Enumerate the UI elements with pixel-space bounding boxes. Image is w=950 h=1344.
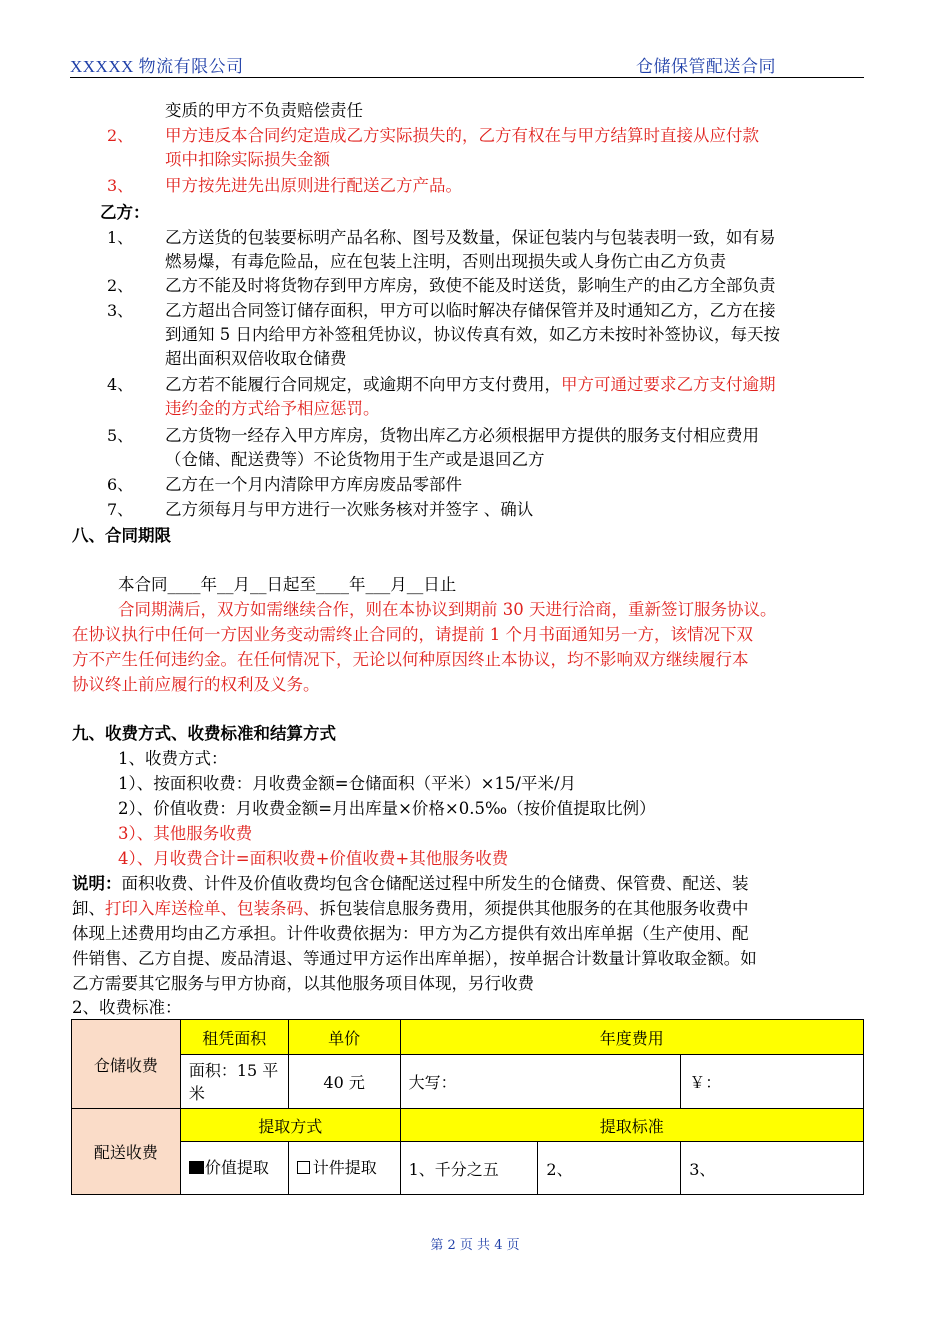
note-paragraph: 体现上述费用均由乙方承担。计件收费依据为：甲方为乙方提供有效出库单据（生产使用、配 [72,924,749,943]
clause-text: 乙方货物一经存入甲方库房，货物出库乙方必须根据甲方提供的服务支付相应费用 [165,426,759,445]
party-b-heading: 乙方： [100,203,150,222]
clause-number: 6、 [107,475,134,494]
clause-text: 乙方须每月与甲方进行一次账务核对并签字 、确认 [165,500,534,519]
amount-in-figures[interactable]: ￥： [681,1055,864,1109]
document-title: 仓储保管配送合同 [636,57,776,76]
note-paragraph: 件销售、乙方自提、废品清退、等通过甲方运作出库单据），按单据合计数量计算收取金额。如 [72,949,757,968]
note-paragraph [72,872,749,896]
price-header: 单价 [288,1020,400,1055]
delivery-fee-label: 配送收费 [72,1109,181,1195]
clause-text: 甲方违反本合同约定造成乙方实际损失的，乙方有权在与甲方结算时直接从应付款 [165,126,759,145]
clause-text: 超出面积双倍收取仓储费 [165,349,347,368]
clause-number: 1、 [107,228,134,247]
clause-text: 到通知 5 日内给甲方补签租凭协议，协议传真有效，如乙方未按时补签协议，每天按 [165,325,780,344]
unchecked-box-icon [297,1161,310,1174]
option-piece-checkbox[interactable] [288,1142,400,1195]
storage-fee-label: 仓储收费 [72,1020,181,1109]
standard-1: 1、千分之五 [400,1142,538,1195]
area-value: 面积：15 平米 [180,1055,288,1109]
fee-method-item: 2）、价值收费：月收费金额=月出库量×价格×0.5‰（按价值提取比例） [118,799,656,818]
option-piece-label: 计件提取 [312,1158,377,1177]
clause-continuation: 变质的甲方不负责赔偿责任 [165,101,363,120]
note-text: 拆包装信息服务费用，须提供其他服务的在其他服务收费中 [319,899,749,918]
clause-text: 项中扣除实际损失金额 [165,150,330,169]
fee-standard-heading: 2、收费标准： [72,998,182,1017]
amount-in-words[interactable]: 大写： [400,1055,681,1109]
clause-text: （仓储、配送费等）不论货物用于生产或是退回乙方 [165,450,545,469]
standard-header: 提取标准 [400,1109,863,1142]
note-text: 卸、 [72,899,105,918]
note-text: 面积收费、计件及价值收费均包含仓储配送过程中所发生的仓储费、保管费、配送、装 [121,874,749,893]
price-value: 40 元 [288,1055,400,1109]
fee-method-heading: 1、收费方式： [118,749,228,768]
method-header: 提取方式 [180,1109,400,1142]
fee-table [71,1019,864,1195]
clause-number: 2、 [107,126,134,145]
section-8-heading: 八、合同期限 [72,526,171,545]
contract-term: 本合同____年__月__日起至____年___月__日止 [118,575,457,594]
clause-number: 2、 [107,276,134,295]
clause-number: 7、 [107,500,134,519]
term-paragraph: 在协议执行中任何一方因业务变动需终止合同的，请提前 1 个月书面通知另一方，该情况下双 [72,625,753,644]
clause-text [165,373,776,397]
clause-text: 乙方超出合同签订储存面积，甲方可以临时解决存储保管并及时通知乙方，乙方在接 [165,301,776,320]
header-divider [70,77,864,78]
term-paragraph: 协议终止前应履行的权利及义务。 [72,675,320,694]
clause-number: 3、 [107,176,134,195]
term-paragraph: 方不产生任何违约金。在任何情况下，无论以何种原因终止本协议，均不影响双方继续履行本 [72,650,749,669]
clause-number: 5、 [107,426,134,445]
option-value-checkbox[interactable] [180,1142,288,1195]
company-name: XXXXX 物流有限公司 [70,57,244,76]
note-paragraph: 乙方需要其它服务与甲方协商，以其他服务项目体现，另行收费 [72,974,534,993]
fee-method-item: 3）、其他服务收费 [118,824,253,843]
term-paragraph: 合同期满后，双方如需继续合作，则在本协议到期前 30 天进行洽商，重新签订服务协议。 [118,600,777,619]
standard-3: 3、 [681,1142,864,1195]
clause-text-black: 乙方若不能履行合同规定，或逾期不向甲方支付费用， [165,375,561,394]
fee-method-item: 4）、月收费合计=面积收费+价值收费+其他服务收费 [118,849,509,868]
clause-text: 违约金的方式给予相应惩罚。 [165,399,380,418]
clause-text: 乙方送货的包装要标明产品名称、图号及数量，保证包装内与包装表明一致，如有易 [165,228,776,247]
note-text-red: 打印入库送检单、包装条码、 [105,899,320,918]
clause-number: 4、 [107,375,134,394]
annual-fee-header: 年度费用 [400,1020,863,1055]
checked-box-icon [189,1161,204,1174]
clause-text: 乙方在一个月内清除甲方库房废品零部件 [165,475,462,494]
clause-text: 甲方按先进先出原则进行配送乙方产品。 [165,176,462,195]
fee-method-item: 1）、按面积收费：月收费金额=仓储面积（平米）×15/平米/月 [118,774,577,793]
option-value-label: 价值提取 [204,1158,269,1177]
clause-text-red: 甲方可通过要求乙方支付逾期 [561,375,776,394]
section-9-heading: 九、收费方式、收费标准和结算方式 [72,724,336,743]
clause-text: 乙方不能及时将货物存到甲方库房，致使不能及时送货，影响生产的由乙方全部负责 [165,276,776,295]
clause-text: 燃易爆，有毒危险品，应在包装上注明，否则出现损失或人身伤亡由乙方负责 [165,252,726,271]
area-header: 租凭面积 [180,1020,288,1055]
standard-2: 2、 [538,1142,681,1195]
clause-number: 3、 [107,301,134,320]
page-number: 第 2 页 共 4 页 [430,1238,520,1253]
note-label: 说明： [72,874,122,893]
note-paragraph [72,897,749,921]
